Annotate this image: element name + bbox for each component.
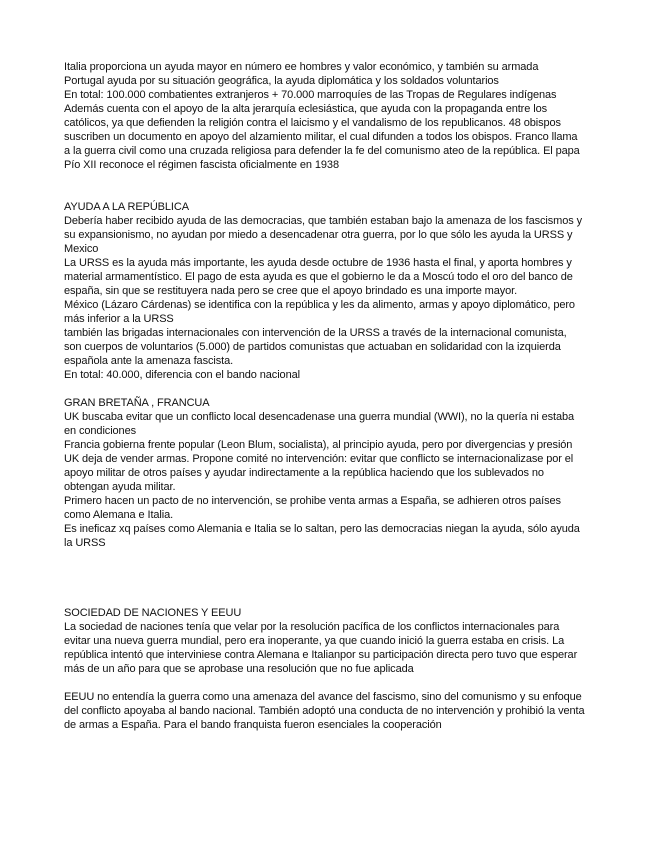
paragraph: La URSS es la ayuda más importante, les ayuda desde octubre de 1936 hasta el final, y aporta hombres y material armamentístico. El pago de esta ayuda es que el gobierno le da a Moscú todo el oro del banco de españa, sin que se restituyera nada pero se cree que el apoyo brindado es una importe mayor. [64,257,573,297]
section-sociedad-naciones [64,606,586,732]
paragraph: Además cuenta con el apoyo de la alta jerarquía eclesiástica, que ayuda con la propaganda entre los católicos, ya que defienden la religión contra el laicismo y el vandalismo de los republicanos. 48 obispos suscriben un documento en apoyo del alzamiento militar, el cual difunden a todos los obispos. Franco llama a la guerra civil como una cruzada religiosa para defender la fe del comunismo ateo de la república. El papa Pío XII reconoce el régimen fascista oficialmente en 1938 [64,103,580,171]
paragraph: también las brigadas internacionales con intervención de la URSS a través de la internacional comunista, son cuerpos de voluntarios (5.000) de partidos comunistas que actuaban en solidaridad con la izquierda española ante la amenaza fascista. [64,327,567,367]
paragraph: Primero hacen un pacto de no intervención, se prohibe venta armas a España, se adhieren otros países como Alemana e Italia. [64,495,561,521]
paragraph: EEUU no entendía la guerra como una amenaza del avance del fascismo, sino del comunismo y su enfoque del conflicto apoyaba al bando nacional. También adoptó una conducta de no intervención y prohibió la venta de armas a España. Para el bando franquista fueron esenciales la cooperación [64,691,585,731]
paragraph: En total: 40.000, diferencia con el bando nacional [64,369,300,381]
paragraph: Portugal ayuda por su situación geográfica, la ayuda diplomática y los soldados voluntarios [64,75,499,87]
paragraph: Debería haber recibido ayuda de las democracias, que también estaban bajo la amenaza de los fascismos y su expansionismo, no ayudan por miedo a desencadenar otra guerra, por lo que sólo les ayuda la URSS y Mexico [64,215,583,255]
section-gran-bretana-francia [64,396,586,550]
section-heading: AYUDA A LA REPÚBLICA [64,201,189,213]
paragraph: Es ineficaz xq países como Alemania e Italia se lo saltan, pero las democracias niegan la ayuda, sólo ayuda la URSS [64,523,580,549]
paragraph: En total: 100.000 combatientes extranjeros + 70.000 marroquíes de las Tropas de Regulares indígenas [64,89,557,101]
paragraph: Italia proporciona un ayuda mayor en número ee hombres y valor económico, y también su armada [64,61,539,73]
section-heading: SOCIEDAD DE NACIONES Y EEUU [64,607,242,619]
paragraph: Francia gobierna frente popular (Leon Blum, socialista), al principio ayuda, pero por divergencias y presión UK deja de vender armas. Propone comité no intervención: evitar que conflicto se internacionalizase por el apoyo militar de otros países y ayudar indirectamente a la república haciendo que los sublevados no obtengan ayuda militar. [64,439,574,493]
paragraph: UK buscaba evitar que un conflicto local desencadenase una guerra mundial (WWI), no la quería ni estaba en condiciones [64,411,575,437]
section-italia [64,60,586,172]
paragraph: México (Lázaro Cárdenas) se identifica con la república y les da alimento, armas y apoyo diplomático, pero más inferior a la URSS [64,299,575,325]
document-page [64,60,586,732]
section-heading: GRAN BRETAÑA , FRANCUA [64,397,210,409]
section-republica [64,200,586,382]
paragraph: La sociedad de naciones tenía que velar por la resolución pacífica de los conflictos internacionales para evitar una nueva guerra mundial, pero era inoperante, ya que cuando inició la guerra estaba en crisis. La república intentó que interviniese contra Alemana e Italianpor su participación directa pero tuvo que esperar más de un año para que se aprobase una resolución que no fue aplicada [64,621,578,675]
